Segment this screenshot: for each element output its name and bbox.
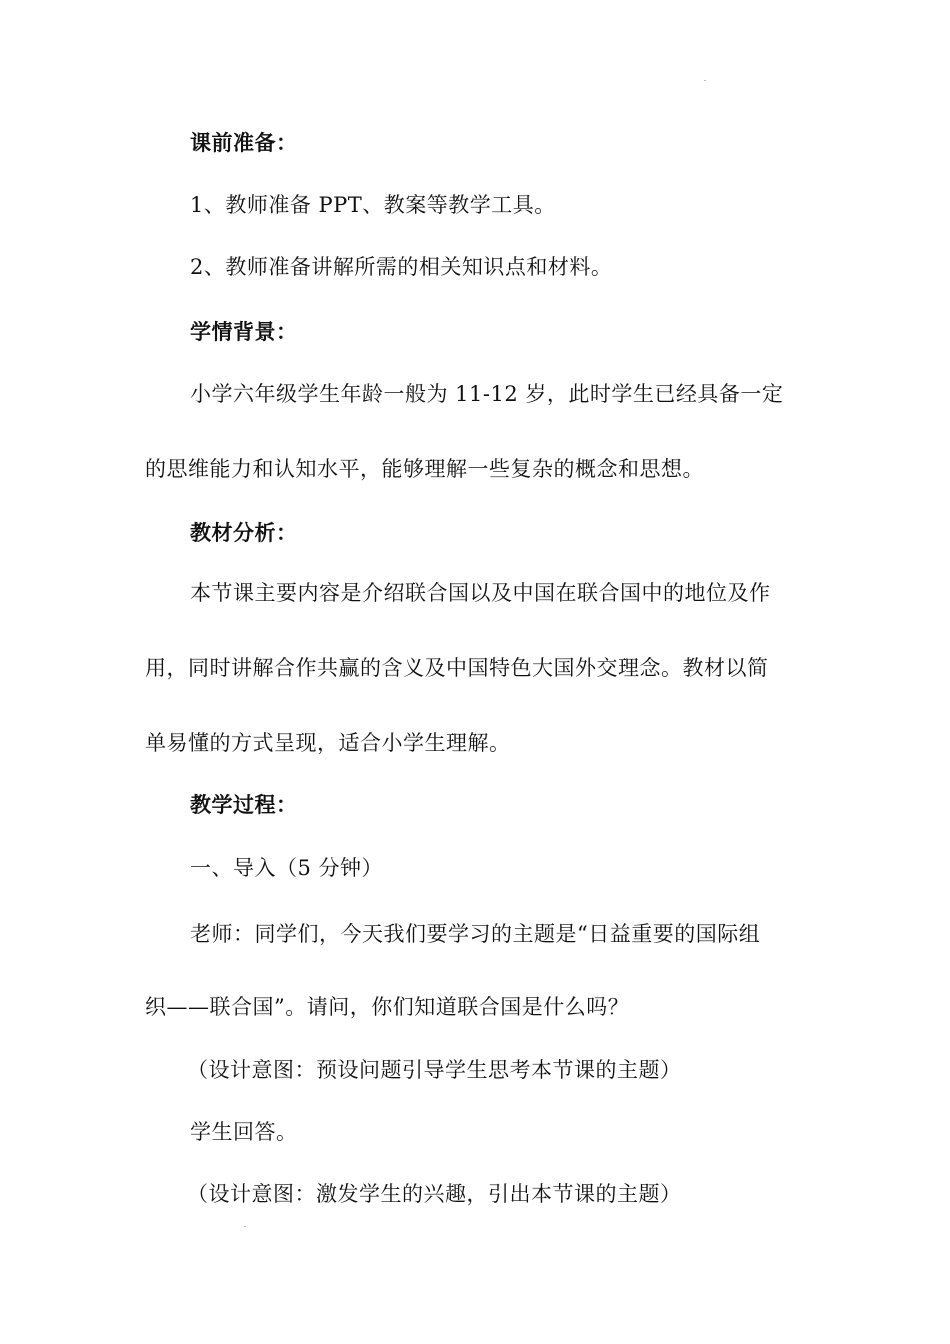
teacher-line-2: 织——联合国”。请问，你们知道联合国是什么吗？: [145, 995, 630, 1019]
scan-mark: [704, 80, 706, 81]
material-heading: 教材分析：: [190, 521, 298, 545]
material-line-2: 用，同时讲解合作共赢的含义及中国特色大国外交理念。教材以简: [145, 656, 769, 680]
prep-heading: 课前准备：: [190, 131, 298, 155]
scan-mark-bottom: [244, 1226, 246, 1227]
prep-item-2: 2、教师准备讲解所需的相关知识点和材料。: [190, 255, 613, 279]
background-line-1: 小学六年级学生年龄一般为 11-12 岁，此时学生已经具备一定: [190, 382, 784, 406]
intro-section-title: 一、导入（5 分钟）: [190, 856, 384, 880]
prep-item-1: 1、教师准备 PPT、教案等教学工具。: [190, 193, 556, 217]
background-heading: 学情背景：: [190, 320, 298, 344]
design-intent-2: （设计意图：激发学生的兴趣，引出本节课的主题）: [187, 1182, 682, 1206]
process-heading: 教学过程：: [190, 793, 298, 817]
student-answer: 学生回答。: [190, 1120, 298, 1144]
material-line-3: 单易懂的方式呈现，适合小学生理解。: [145, 731, 511, 755]
design-intent-1: （设计意图：预设问题引导学生思考本节课的主题）: [187, 1058, 682, 1082]
teacher-line-1: 老师：同学们，今天我们要学习的主题是“日益重要的国际组: [190, 922, 761, 946]
background-line-2: 的思维能力和认知水平，能够理解一些复杂的概念和思想。: [145, 457, 704, 481]
material-line-1: 本节课主要内容是介绍联合国以及中国在联合国中的地位及作: [190, 581, 771, 605]
